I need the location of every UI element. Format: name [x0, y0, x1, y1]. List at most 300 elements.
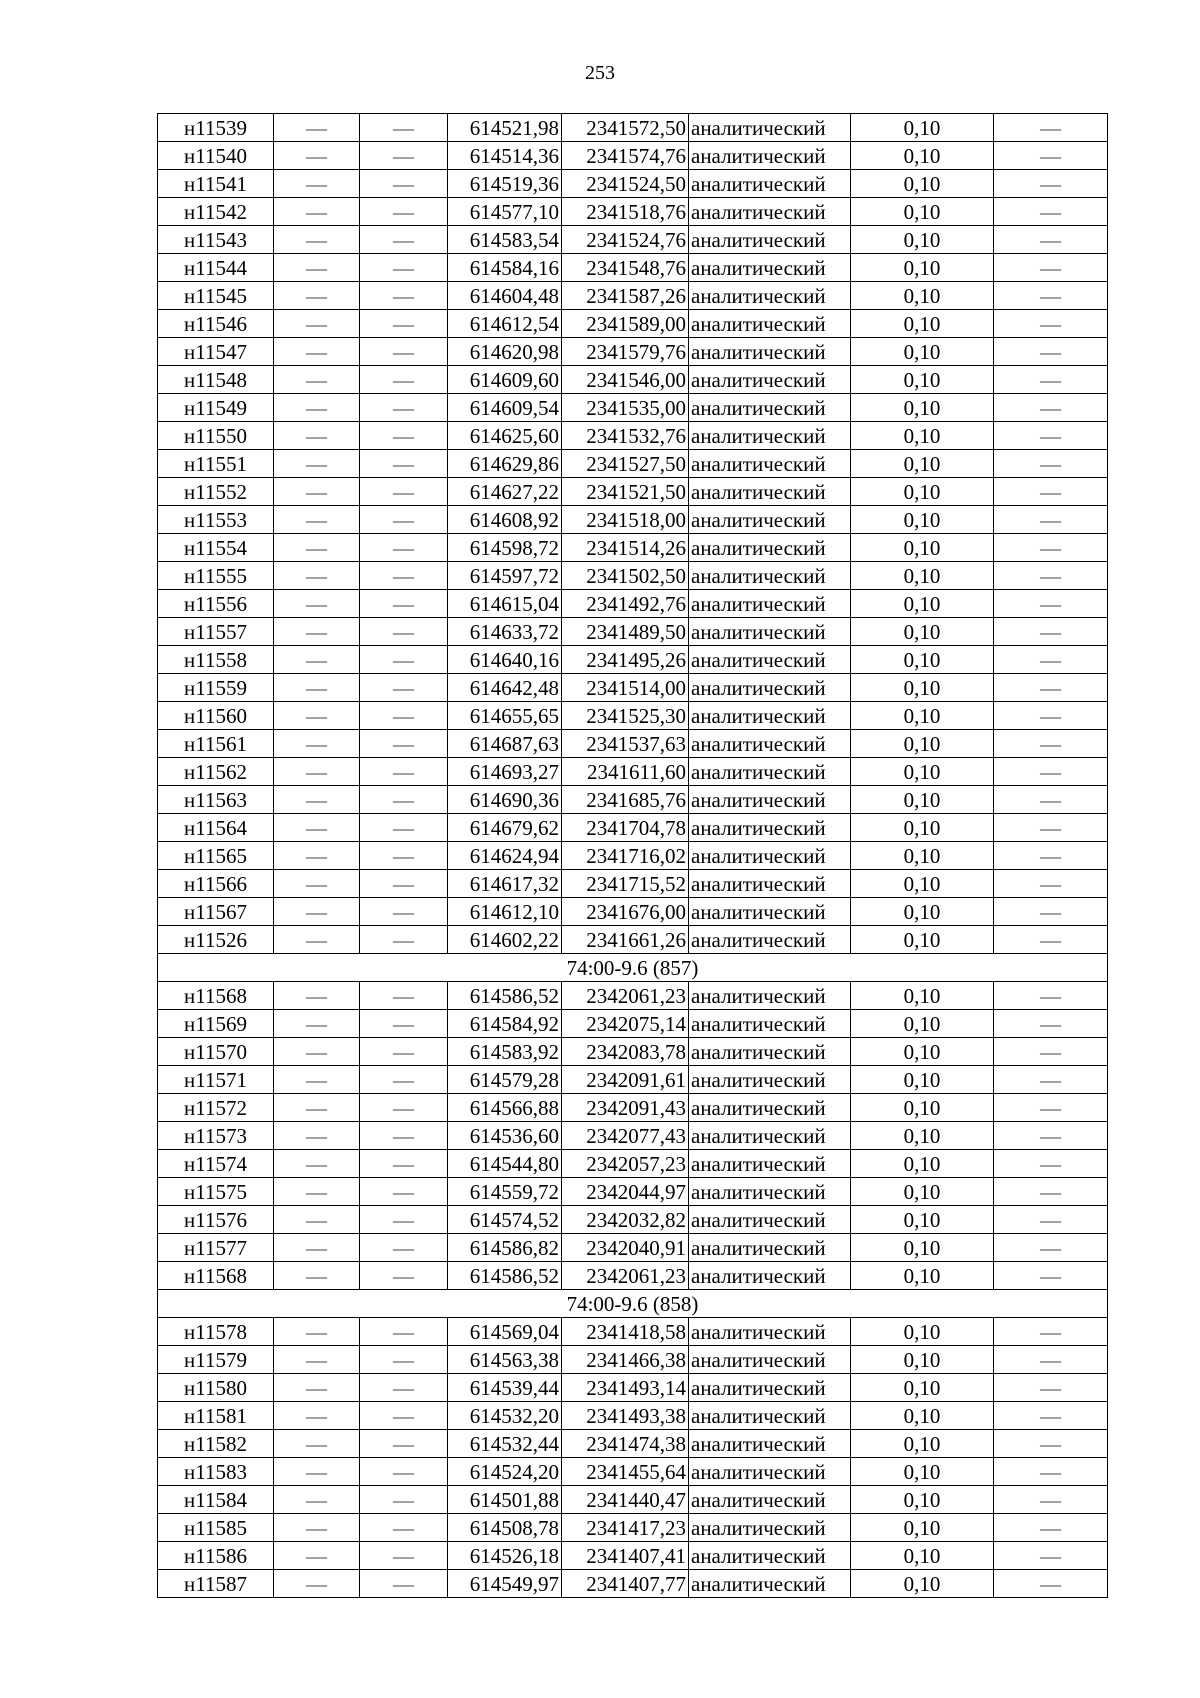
description-cell: —: [994, 254, 1108, 282]
y-coordinate-cell: 2341715,52: [562, 870, 689, 898]
accuracy-cell: 0,10: [851, 1346, 994, 1374]
point-name-cell: н11572: [158, 1094, 274, 1122]
y-coordinate-cell: 2341685,76: [562, 786, 689, 814]
old-y-cell: —: [360, 674, 448, 702]
point-name-cell: н11560: [158, 702, 274, 730]
x-coordinate-cell: 614597,72: [448, 562, 562, 590]
description-cell: —: [994, 814, 1108, 842]
y-coordinate-cell: 2341418,58: [562, 1318, 689, 1346]
y-coordinate-cell: 2342032,82: [562, 1206, 689, 1234]
table-row: [158, 1486, 1108, 1514]
old-x-cell: —: [274, 1010, 360, 1038]
y-coordinate-cell: 2341589,00: [562, 310, 689, 338]
description-cell: —: [994, 898, 1108, 926]
table-row: [158, 898, 1108, 926]
point-name-cell: н11574: [158, 1150, 274, 1178]
point-name-cell: н11564: [158, 814, 274, 842]
method-cell: аналитический: [689, 450, 851, 478]
accuracy-cell: 0,10: [851, 534, 994, 562]
y-coordinate-cell: 2341514,00: [562, 674, 689, 702]
description-cell: —: [994, 1234, 1108, 1262]
description-cell: —: [994, 1374, 1108, 1402]
point-name-cell: н11583: [158, 1458, 274, 1486]
accuracy-cell: 0,10: [851, 870, 994, 898]
old-y-cell: —: [360, 1122, 448, 1150]
description-cell: —: [994, 646, 1108, 674]
method-cell: аналитический: [689, 1402, 851, 1430]
method-cell: аналитический: [689, 422, 851, 450]
y-coordinate-cell: 2341407,41: [562, 1542, 689, 1570]
point-name-cell: н11547: [158, 338, 274, 366]
table-row: [158, 450, 1108, 478]
y-coordinate-cell: 2341535,00: [562, 394, 689, 422]
old-x-cell: —: [274, 1150, 360, 1178]
accuracy-cell: 0,10: [851, 842, 994, 870]
table-row: [158, 814, 1108, 842]
old-y-cell: —: [360, 842, 448, 870]
old-x-cell: —: [274, 170, 360, 198]
accuracy-cell: 0,10: [851, 618, 994, 646]
coordinates-table: [157, 113, 1108, 1598]
accuracy-cell: 0,10: [851, 562, 994, 590]
accuracy-cell: 0,10: [851, 1206, 994, 1234]
description-cell: —: [994, 450, 1108, 478]
old-x-cell: —: [274, 1402, 360, 1430]
method-cell: аналитический: [689, 1318, 851, 1346]
accuracy-cell: 0,10: [851, 450, 994, 478]
old-x-cell: —: [274, 646, 360, 674]
old-y-cell: —: [360, 1570, 448, 1598]
method-cell: аналитический: [689, 1458, 851, 1486]
point-name-cell: н11579: [158, 1346, 274, 1374]
old-x-cell: —: [274, 1346, 360, 1374]
y-coordinate-cell: 2342091,61: [562, 1066, 689, 1094]
section-title: 74:00-9.6 (858): [158, 1290, 1108, 1318]
description-cell: —: [994, 786, 1108, 814]
old-y-cell: —: [360, 1318, 448, 1346]
y-coordinate-cell: 2342061,23: [562, 982, 689, 1010]
x-coordinate-cell: 614693,27: [448, 758, 562, 786]
table-row: [158, 926, 1108, 954]
old-y-cell: —: [360, 1094, 448, 1122]
old-y-cell: —: [360, 1430, 448, 1458]
old-x-cell: —: [274, 842, 360, 870]
table-row: [158, 1570, 1108, 1598]
old-y-cell: —: [360, 142, 448, 170]
method-cell: аналитический: [689, 1122, 851, 1150]
old-x-cell: —: [274, 730, 360, 758]
table-row: [158, 1206, 1108, 1234]
x-coordinate-cell: 614629,86: [448, 450, 562, 478]
x-coordinate-cell: 614549,97: [448, 1570, 562, 1598]
y-coordinate-cell: 2341407,77: [562, 1570, 689, 1598]
point-name-cell: н11567: [158, 898, 274, 926]
description-cell: —: [994, 310, 1108, 338]
x-coordinate-cell: 614642,48: [448, 674, 562, 702]
old-y-cell: —: [360, 226, 448, 254]
x-coordinate-cell: 614625,60: [448, 422, 562, 450]
table-row: [158, 1318, 1108, 1346]
method-cell: аналитический: [689, 226, 851, 254]
point-name-cell: н11570: [158, 1038, 274, 1066]
y-coordinate-cell: 2341611,60: [562, 758, 689, 786]
method-cell: аналитический: [689, 562, 851, 590]
y-coordinate-cell: 2341440,47: [562, 1486, 689, 1514]
y-coordinate-cell: 2342075,14: [562, 1010, 689, 1038]
point-name-cell: н11548: [158, 366, 274, 394]
table-row: [158, 758, 1108, 786]
description-cell: —: [994, 870, 1108, 898]
point-name-cell: н11563: [158, 786, 274, 814]
y-coordinate-cell: 2341661,26: [562, 926, 689, 954]
old-x-cell: —: [274, 1374, 360, 1402]
method-cell: аналитический: [689, 366, 851, 394]
y-coordinate-cell: 2341524,50: [562, 170, 689, 198]
table-row: [158, 562, 1108, 590]
old-y-cell: —: [360, 338, 448, 366]
old-x-cell: —: [274, 1066, 360, 1094]
old-y-cell: —: [360, 478, 448, 506]
y-coordinate-cell: 2341493,38: [562, 1402, 689, 1430]
old-y-cell: —: [360, 1486, 448, 1514]
y-coordinate-cell: 2342091,43: [562, 1094, 689, 1122]
table-row: [158, 282, 1108, 310]
y-coordinate-cell: 2341518,76: [562, 198, 689, 226]
point-name-cell: н11549: [158, 394, 274, 422]
method-cell: аналитический: [689, 1094, 851, 1122]
old-x-cell: —: [274, 450, 360, 478]
y-coordinate-cell: 2341495,26: [562, 646, 689, 674]
table-row: [158, 114, 1108, 142]
table-row: [158, 1430, 1108, 1458]
table-row: [158, 1066, 1108, 1094]
old-y-cell: —: [360, 1234, 448, 1262]
point-name-cell: н11568: [158, 982, 274, 1010]
method-cell: аналитический: [689, 534, 851, 562]
description-cell: —: [994, 478, 1108, 506]
x-coordinate-cell: 614586,52: [448, 982, 562, 1010]
point-name-cell: н11546: [158, 310, 274, 338]
y-coordinate-cell: 2341514,26: [562, 534, 689, 562]
old-y-cell: —: [360, 1542, 448, 1570]
point-name-cell: н11554: [158, 534, 274, 562]
y-coordinate-cell: 2341579,76: [562, 338, 689, 366]
page-number: 253: [585, 62, 615, 84]
point-name-cell: н11586: [158, 1542, 274, 1570]
old-y-cell: —: [360, 814, 448, 842]
accuracy-cell: 0,10: [851, 1094, 994, 1122]
x-coordinate-cell: 614690,36: [448, 786, 562, 814]
old-y-cell: —: [360, 170, 448, 198]
method-cell: аналитический: [689, 618, 851, 646]
old-y-cell: —: [360, 254, 448, 282]
old-x-cell: —: [274, 814, 360, 842]
description-cell: —: [994, 1346, 1108, 1374]
description-cell: —: [994, 282, 1108, 310]
x-coordinate-cell: 614539,44: [448, 1374, 562, 1402]
accuracy-cell: 0,10: [851, 506, 994, 534]
accuracy-cell: 0,10: [851, 646, 994, 674]
old-y-cell: —: [360, 1150, 448, 1178]
old-x-cell: —: [274, 1122, 360, 1150]
method-cell: аналитический: [689, 898, 851, 926]
x-coordinate-cell: 614583,54: [448, 226, 562, 254]
description-cell: —: [994, 506, 1108, 534]
x-coordinate-cell: 614620,98: [448, 338, 562, 366]
table-row: [158, 982, 1108, 1010]
point-name-cell: н11575: [158, 1178, 274, 1206]
table-row: [158, 366, 1108, 394]
description-cell: —: [994, 730, 1108, 758]
description-cell: —: [994, 1178, 1108, 1206]
point-name-cell: н11568: [158, 1262, 274, 1290]
accuracy-cell: 0,10: [851, 1430, 994, 1458]
point-name-cell: н11587: [158, 1570, 274, 1598]
y-coordinate-cell: 2341587,26: [562, 282, 689, 310]
table-row: [158, 422, 1108, 450]
x-coordinate-cell: 614584,92: [448, 1010, 562, 1038]
method-cell: аналитический: [689, 1542, 851, 1570]
table-row: [158, 338, 1108, 366]
old-y-cell: —: [360, 730, 448, 758]
accuracy-cell: 0,10: [851, 1262, 994, 1290]
old-x-cell: —: [274, 198, 360, 226]
y-coordinate-cell: 2342040,91: [562, 1234, 689, 1262]
x-coordinate-cell: 614604,48: [448, 282, 562, 310]
method-cell: аналитический: [689, 982, 851, 1010]
y-coordinate-cell: 2341474,38: [562, 1430, 689, 1458]
method-cell: аналитический: [689, 590, 851, 618]
old-y-cell: —: [360, 898, 448, 926]
x-coordinate-cell: 614566,88: [448, 1094, 562, 1122]
table-row: [158, 1122, 1108, 1150]
old-y-cell: —: [360, 366, 448, 394]
point-name-cell: н11553: [158, 506, 274, 534]
method-cell: аналитический: [689, 786, 851, 814]
x-coordinate-cell: 614617,32: [448, 870, 562, 898]
table-row: [158, 646, 1108, 674]
point-name-cell: н11539: [158, 114, 274, 142]
section-header-row: [158, 954, 1108, 982]
x-coordinate-cell: 614559,72: [448, 1178, 562, 1206]
y-coordinate-cell: 2341492,76: [562, 590, 689, 618]
table-row: [158, 618, 1108, 646]
old-x-cell: —: [274, 1570, 360, 1598]
x-coordinate-cell: 614526,18: [448, 1542, 562, 1570]
old-x-cell: —: [274, 1262, 360, 1290]
point-name-cell: н11566: [158, 870, 274, 898]
y-coordinate-cell: 2342044,97: [562, 1178, 689, 1206]
description-cell: —: [994, 394, 1108, 422]
y-coordinate-cell: 2341546,00: [562, 366, 689, 394]
method-cell: аналитический: [689, 142, 851, 170]
y-coordinate-cell: 2341502,50: [562, 562, 689, 590]
old-x-cell: —: [274, 590, 360, 618]
accuracy-cell: 0,10: [851, 1570, 994, 1598]
old-x-cell: —: [274, 786, 360, 814]
accuracy-cell: 0,10: [851, 758, 994, 786]
y-coordinate-cell: 2341548,76: [562, 254, 689, 282]
x-coordinate-cell: 614583,92: [448, 1038, 562, 1066]
x-coordinate-cell: 614655,65: [448, 702, 562, 730]
old-x-cell: —: [274, 1206, 360, 1234]
accuracy-cell: 0,10: [851, 1374, 994, 1402]
point-name-cell: н11573: [158, 1122, 274, 1150]
x-coordinate-cell: 614508,78: [448, 1514, 562, 1542]
accuracy-cell: 0,10: [851, 338, 994, 366]
table-row: [158, 534, 1108, 562]
x-coordinate-cell: 614563,38: [448, 1346, 562, 1374]
description-cell: —: [994, 1066, 1108, 1094]
accuracy-cell: 0,10: [851, 366, 994, 394]
method-cell: аналитический: [689, 1038, 851, 1066]
old-y-cell: —: [360, 590, 448, 618]
description-cell: —: [994, 674, 1108, 702]
accuracy-cell: 0,10: [851, 674, 994, 702]
method-cell: аналитический: [689, 814, 851, 842]
old-x-cell: —: [274, 254, 360, 282]
description-cell: —: [994, 1038, 1108, 1066]
point-name-cell: н11541: [158, 170, 274, 198]
accuracy-cell: 0,10: [851, 786, 994, 814]
x-coordinate-cell: 614624,94: [448, 842, 562, 870]
point-name-cell: н11578: [158, 1318, 274, 1346]
y-coordinate-cell: 2342057,23: [562, 1150, 689, 1178]
accuracy-cell: 0,10: [851, 1178, 994, 1206]
y-coordinate-cell: 2341537,63: [562, 730, 689, 758]
description-cell: —: [994, 338, 1108, 366]
x-coordinate-cell: 614687,63: [448, 730, 562, 758]
old-x-cell: —: [274, 758, 360, 786]
x-coordinate-cell: 614577,10: [448, 198, 562, 226]
method-cell: аналитический: [689, 310, 851, 338]
table-row: [158, 254, 1108, 282]
y-coordinate-cell: 2341493,14: [562, 1374, 689, 1402]
method-cell: аналитический: [689, 282, 851, 310]
old-x-cell: —: [274, 226, 360, 254]
method-cell: аналитический: [689, 1346, 851, 1374]
method-cell: аналитический: [689, 1010, 851, 1038]
point-name-cell: н11571: [158, 1066, 274, 1094]
table-row: [158, 1178, 1108, 1206]
method-cell: аналитический: [689, 506, 851, 534]
method-cell: аналитический: [689, 394, 851, 422]
accuracy-cell: 0,10: [851, 1122, 994, 1150]
x-coordinate-cell: 614586,52: [448, 1262, 562, 1290]
method-cell: аналитический: [689, 646, 851, 674]
point-name-cell: н11558: [158, 646, 274, 674]
old-x-cell: —: [274, 1514, 360, 1542]
x-coordinate-cell: 614612,10: [448, 898, 562, 926]
old-x-cell: —: [274, 282, 360, 310]
y-coordinate-cell: 2341574,76: [562, 142, 689, 170]
description-cell: —: [994, 1318, 1108, 1346]
y-coordinate-cell: 2341676,00: [562, 898, 689, 926]
table-row: [158, 310, 1108, 338]
x-coordinate-cell: 614501,88: [448, 1486, 562, 1514]
old-x-cell: —: [274, 338, 360, 366]
accuracy-cell: 0,10: [851, 170, 994, 198]
old-x-cell: —: [274, 142, 360, 170]
method-cell: аналитический: [689, 1374, 851, 1402]
point-name-cell: н11581: [158, 1402, 274, 1430]
y-coordinate-cell: 2341455,64: [562, 1458, 689, 1486]
point-name-cell: н11551: [158, 450, 274, 478]
table-row: [158, 1234, 1108, 1262]
old-x-cell: —: [274, 534, 360, 562]
section-header-row: [158, 1290, 1108, 1318]
old-x-cell: —: [274, 674, 360, 702]
old-y-cell: —: [360, 534, 448, 562]
old-x-cell: —: [274, 310, 360, 338]
table-row: [158, 1010, 1108, 1038]
accuracy-cell: 0,10: [851, 422, 994, 450]
accuracy-cell: 0,10: [851, 1234, 994, 1262]
x-coordinate-cell: 614574,52: [448, 1206, 562, 1234]
description-cell: —: [994, 1122, 1108, 1150]
table-row: [158, 702, 1108, 730]
y-coordinate-cell: 2341489,50: [562, 618, 689, 646]
old-y-cell: —: [360, 114, 448, 142]
method-cell: аналитический: [689, 1178, 851, 1206]
description-cell: —: [994, 926, 1108, 954]
old-y-cell: —: [360, 1010, 448, 1038]
old-y-cell: —: [360, 394, 448, 422]
accuracy-cell: 0,10: [851, 394, 994, 422]
method-cell: аналитический: [689, 1514, 851, 1542]
old-y-cell: —: [360, 870, 448, 898]
y-coordinate-cell: 2341716,02: [562, 842, 689, 870]
table-row: [158, 1542, 1108, 1570]
table-row: [158, 198, 1108, 226]
old-x-cell: —: [274, 506, 360, 534]
description-cell: —: [994, 702, 1108, 730]
accuracy-cell: 0,10: [851, 1150, 994, 1178]
table-row: [158, 506, 1108, 534]
point-name-cell: н11550: [158, 422, 274, 450]
table-row: [158, 1374, 1108, 1402]
method-cell: аналитический: [689, 702, 851, 730]
description-cell: —: [994, 982, 1108, 1010]
description-cell: —: [994, 226, 1108, 254]
old-y-cell: —: [360, 506, 448, 534]
method-cell: аналитический: [689, 730, 851, 758]
x-coordinate-cell: 614609,54: [448, 394, 562, 422]
point-name-cell: н11542: [158, 198, 274, 226]
accuracy-cell: 0,10: [851, 478, 994, 506]
method-cell: аналитический: [689, 926, 851, 954]
description-cell: —: [994, 1542, 1108, 1570]
x-coordinate-cell: 614519,36: [448, 170, 562, 198]
point-name-cell: н11559: [158, 674, 274, 702]
x-coordinate-cell: 614586,82: [448, 1234, 562, 1262]
old-y-cell: —: [360, 1262, 448, 1290]
y-coordinate-cell: 2342083,78: [562, 1038, 689, 1066]
old-x-cell: —: [274, 114, 360, 142]
accuracy-cell: 0,10: [851, 814, 994, 842]
accuracy-cell: 0,10: [851, 730, 994, 758]
old-y-cell: —: [360, 982, 448, 1010]
description-cell: —: [994, 758, 1108, 786]
accuracy-cell: 0,10: [851, 114, 994, 142]
point-name-cell: н11540: [158, 142, 274, 170]
old-x-cell: —: [274, 562, 360, 590]
old-x-cell: —: [274, 618, 360, 646]
description-cell: —: [994, 1150, 1108, 1178]
old-y-cell: —: [360, 1374, 448, 1402]
old-x-cell: —: [274, 1094, 360, 1122]
accuracy-cell: 0,10: [851, 1486, 994, 1514]
